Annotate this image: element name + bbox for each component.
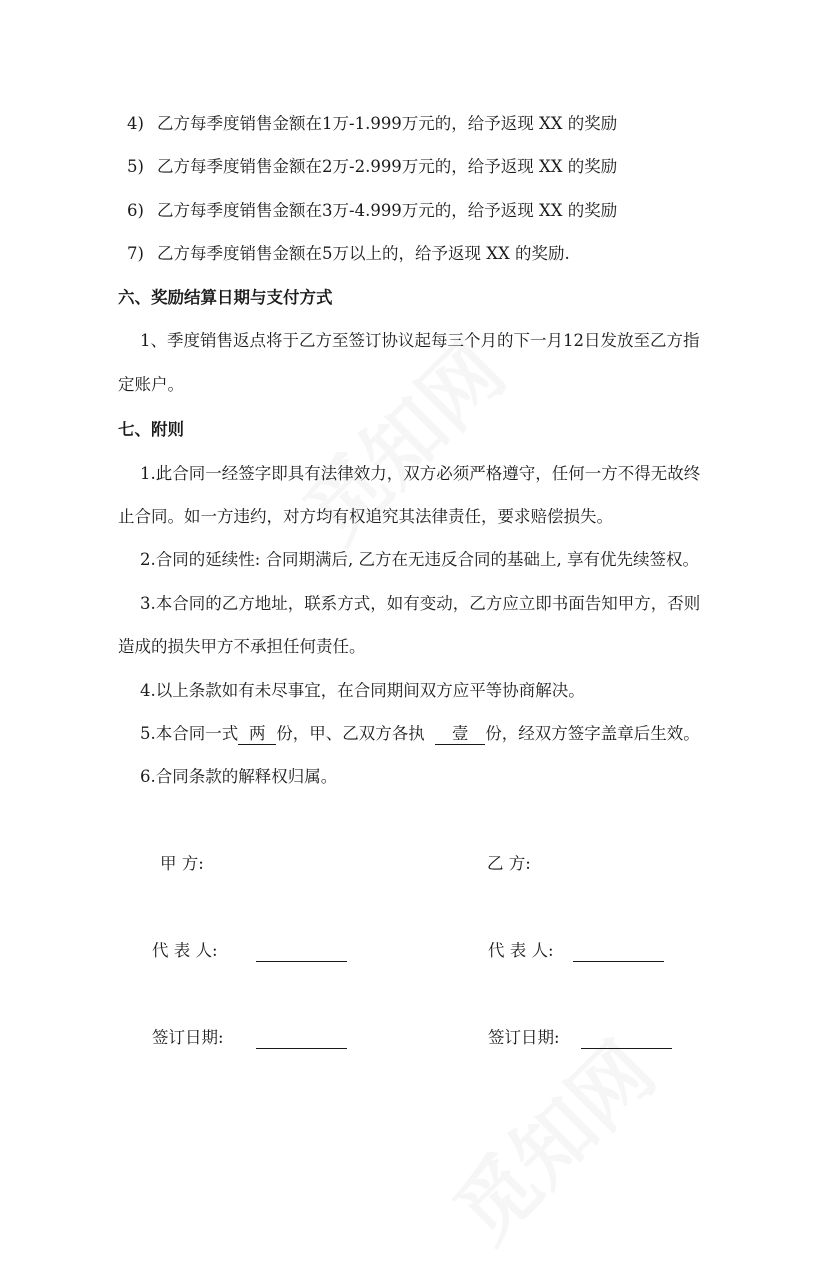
copies-total-value: 两 xyxy=(238,724,276,745)
section-7-title: 七、附则 xyxy=(118,420,184,439)
list-item-number: 5) xyxy=(127,157,144,176)
clause-5-part-a: 5.本合同一式 xyxy=(140,724,239,743)
party-b-label: 乙 方: xyxy=(487,854,531,873)
list-item-text: 乙方每季度销售金额在5万以上的，给予返现 XX 的奖励. xyxy=(157,244,570,263)
sign-date-a-blank[interactable] xyxy=(256,1048,347,1049)
list-item-text: 乙方每季度销售金额在3万-4.999万元的，给予返现 XX 的奖励 xyxy=(157,201,618,220)
sign-date-b-blank[interactable] xyxy=(581,1048,672,1049)
clause-1-line-2: 止合同。如一方违约，对方均有权追究其法律责任，要求赔偿损失。 xyxy=(118,507,613,526)
section-6-paragraph-line-1: 1、季度销售返点将于乙方至签订协议起每三个月的下一月12日发放至乙方指 xyxy=(140,331,700,350)
representative-a-label: 代 表 人: xyxy=(152,941,218,960)
clause-3-line-1: 3.本合同的乙方地址，联系方式，如有变动，乙方应立即书面告知甲方，否则 xyxy=(140,594,701,613)
list-item-number: 6) xyxy=(127,201,144,220)
clause-5-part-c: 份，经双方签字盖章后生效。 xyxy=(485,724,700,743)
representative-b-label: 代 表 人: xyxy=(488,941,554,960)
representative-b-blank[interactable] xyxy=(573,961,664,962)
list-item-number: 7) xyxy=(127,244,144,263)
clause-4: 4.以上条款如有未尽事宜，在合同期间双方应平等协商解决。 xyxy=(140,681,585,700)
section-6-paragraph-line-2: 定账户。 xyxy=(118,375,184,394)
sign-date-b-label: 签订日期: xyxy=(488,1028,560,1047)
clause-5 xyxy=(140,722,700,746)
clause-2: 2.合同的延续性: 合同期满后, 乙方在无违反合同的基础上, 享有优先续签权。 xyxy=(140,550,700,569)
list-item-text: 乙方每季度销售金额在1万-1.999万元的，给予返现 XX 的奖励 xyxy=(157,114,618,133)
representative-a-blank[interactable] xyxy=(256,961,347,962)
clause-5-part-b: 份，甲、乙双方各执 xyxy=(276,724,425,743)
clause-1-line-1: 1.此合同一经签字即具有法律效力，双方必须严格遵守，任何一方不得无故终 xyxy=(140,464,701,483)
list-item-text: 乙方每季度销售金额在2万-2.999万元的，给予返现 XX 的奖励 xyxy=(157,157,618,176)
clause-6: 6.合同条款的解释权归属。 xyxy=(140,767,338,786)
sign-date-a-label: 签订日期: xyxy=(152,1028,224,1047)
clause-3-line-2: 造成的损失甲方不承担任何责任。 xyxy=(118,637,366,656)
party-a-label: 甲 方: xyxy=(160,854,204,873)
copies-each-value: 壹 xyxy=(435,724,485,745)
section-6-title: 六、奖励结算日期与支付方式 xyxy=(118,288,333,307)
list-item-number: 4) xyxy=(127,114,144,133)
